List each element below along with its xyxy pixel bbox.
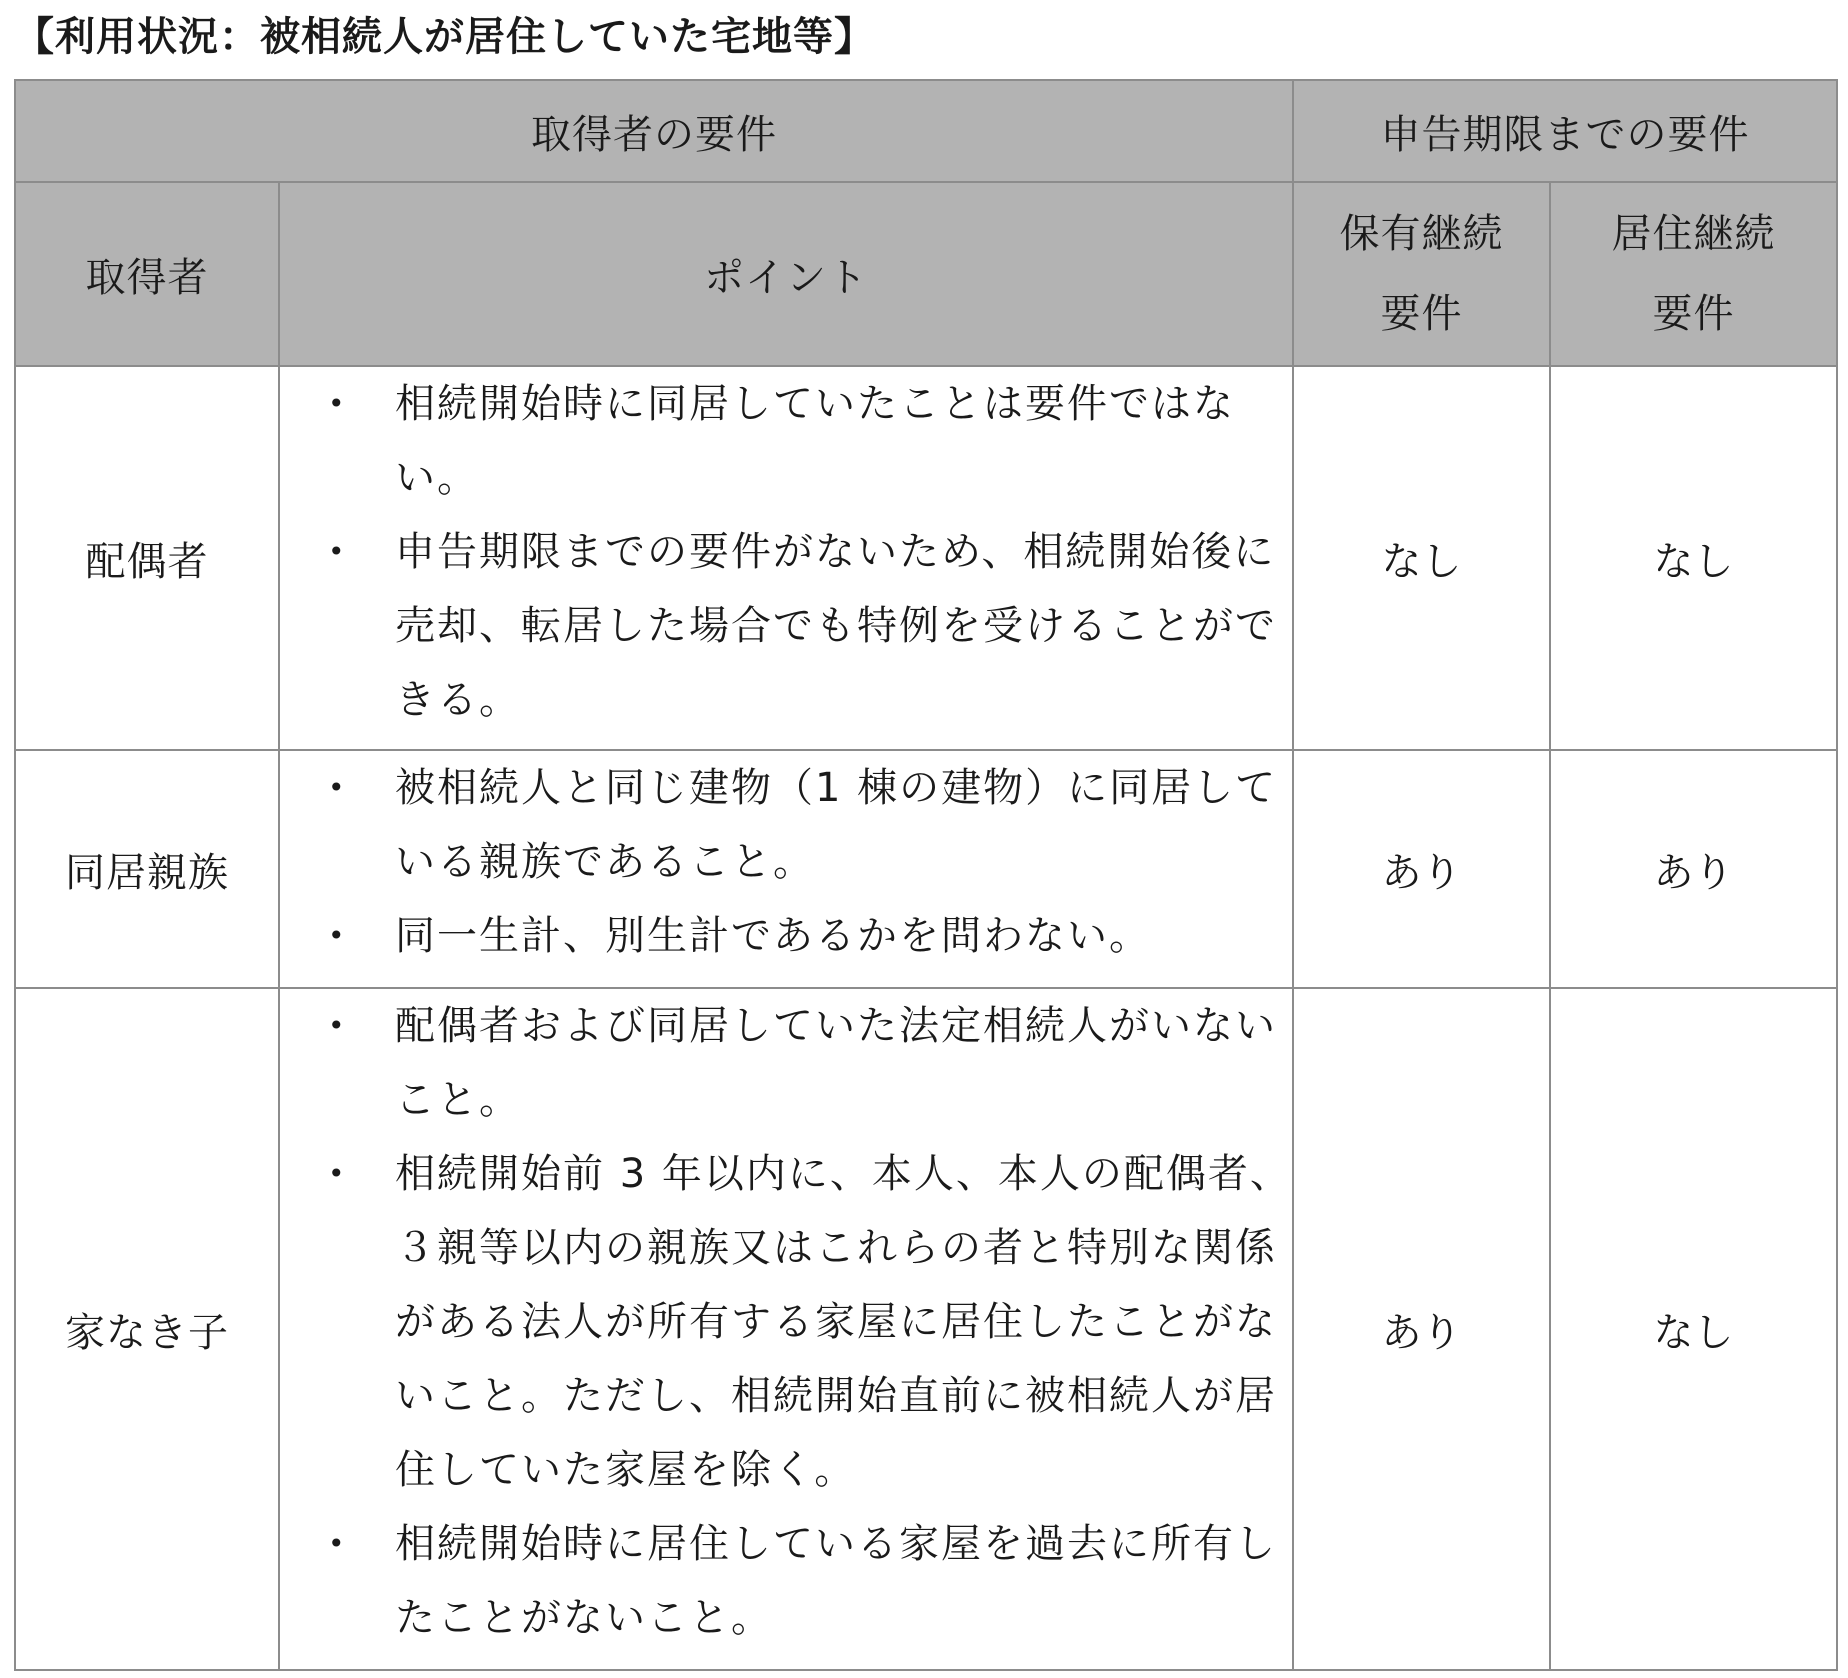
point-list (280, 367, 1292, 737)
bullet-icon: • (328, 387, 347, 420)
header-point: ポイント (279, 182, 1293, 366)
bullet-icon: • (328, 535, 347, 568)
header-residence-line1: 居住継続 (1611, 211, 1776, 257)
residence-cell: なし (1550, 988, 1837, 1670)
point-text: 配偶者および同居していた法定相続人がいないこと。 (395, 1003, 1277, 1123)
holding-cell: あり (1293, 750, 1550, 988)
holding-cell: なし (1293, 366, 1550, 750)
residence-cell: あり (1550, 750, 1837, 988)
point-text: 相続開始時に居住している家屋を過去に所有したことがないこと。 (395, 1521, 1277, 1641)
points-cell (279, 988, 1293, 1670)
bullet-icon: • (328, 1009, 347, 1042)
point-list (280, 751, 1292, 973)
table-row-homeless-child (15, 988, 1837, 1670)
table-row-cohabiting-relative (15, 750, 1837, 988)
holding-cell: あり (1293, 988, 1550, 1670)
bullet-icon: • (328, 1157, 347, 1190)
point-text: 申告期限までの要件がないため、相続開始後に売却、転居した場合でも特例を受けることができる。 (395, 529, 1277, 723)
header-row-columns (15, 182, 1837, 366)
bullet-icon: • (328, 771, 347, 804)
header-acquirer: 取得者 (15, 182, 279, 366)
point-item (280, 989, 1292, 1137)
table-row-spouse (15, 366, 1837, 750)
point-item (280, 1137, 1292, 1507)
point-text: 相続開始前 3 年以内に、本人、本人の配偶者、３親等以内の親族又はこれらの者と特別な関係がある法人が所有する家屋に居住したことがないこと。ただし、相続開始直前に被相続人が居住していた家屋を除く。 (395, 1151, 1292, 1493)
header-residence-line2: 要件 (1652, 291, 1735, 337)
bullet-icon: • (328, 919, 347, 952)
point-list (280, 989, 1292, 1655)
points-cell (279, 366, 1293, 750)
point-item (280, 751, 1292, 899)
header-row-group (15, 80, 1837, 182)
points-cell (279, 750, 1293, 988)
header-residence-requirement (1550, 182, 1837, 366)
acquirer-cell: 同居親族 (15, 750, 279, 988)
header-holding-line2: 要件 (1380, 291, 1463, 337)
requirements-table (14, 79, 1838, 1671)
acquirer-cell: 家なき子 (15, 988, 279, 1670)
point-text: 被相続人と同じ建物（1 棟の建物）に同居している親族であること。 (395, 765, 1278, 885)
point-item (280, 1507, 1292, 1655)
header-deadline-requirements: 申告期限までの要件 (1293, 80, 1837, 182)
point-item (280, 515, 1292, 737)
acquirer-cell: 配偶者 (15, 366, 279, 750)
page-title: 【利用状況：被相続人が居住していた宅地等】 (14, 14, 875, 60)
point-text: 相続開始時に同居していたことは要件ではない。 (395, 381, 1235, 501)
header-holding-line1: 保有継続 (1339, 211, 1504, 257)
header-acquirer-requirements: 取得者の要件 (15, 80, 1293, 182)
point-item (280, 367, 1292, 515)
residence-cell: なし (1550, 366, 1837, 750)
point-item (280, 899, 1292, 973)
header-holding-requirement (1293, 182, 1550, 366)
bullet-icon: • (328, 1527, 347, 1560)
point-text: 同一生計、別生計であるかを問わない。 (395, 913, 1151, 959)
